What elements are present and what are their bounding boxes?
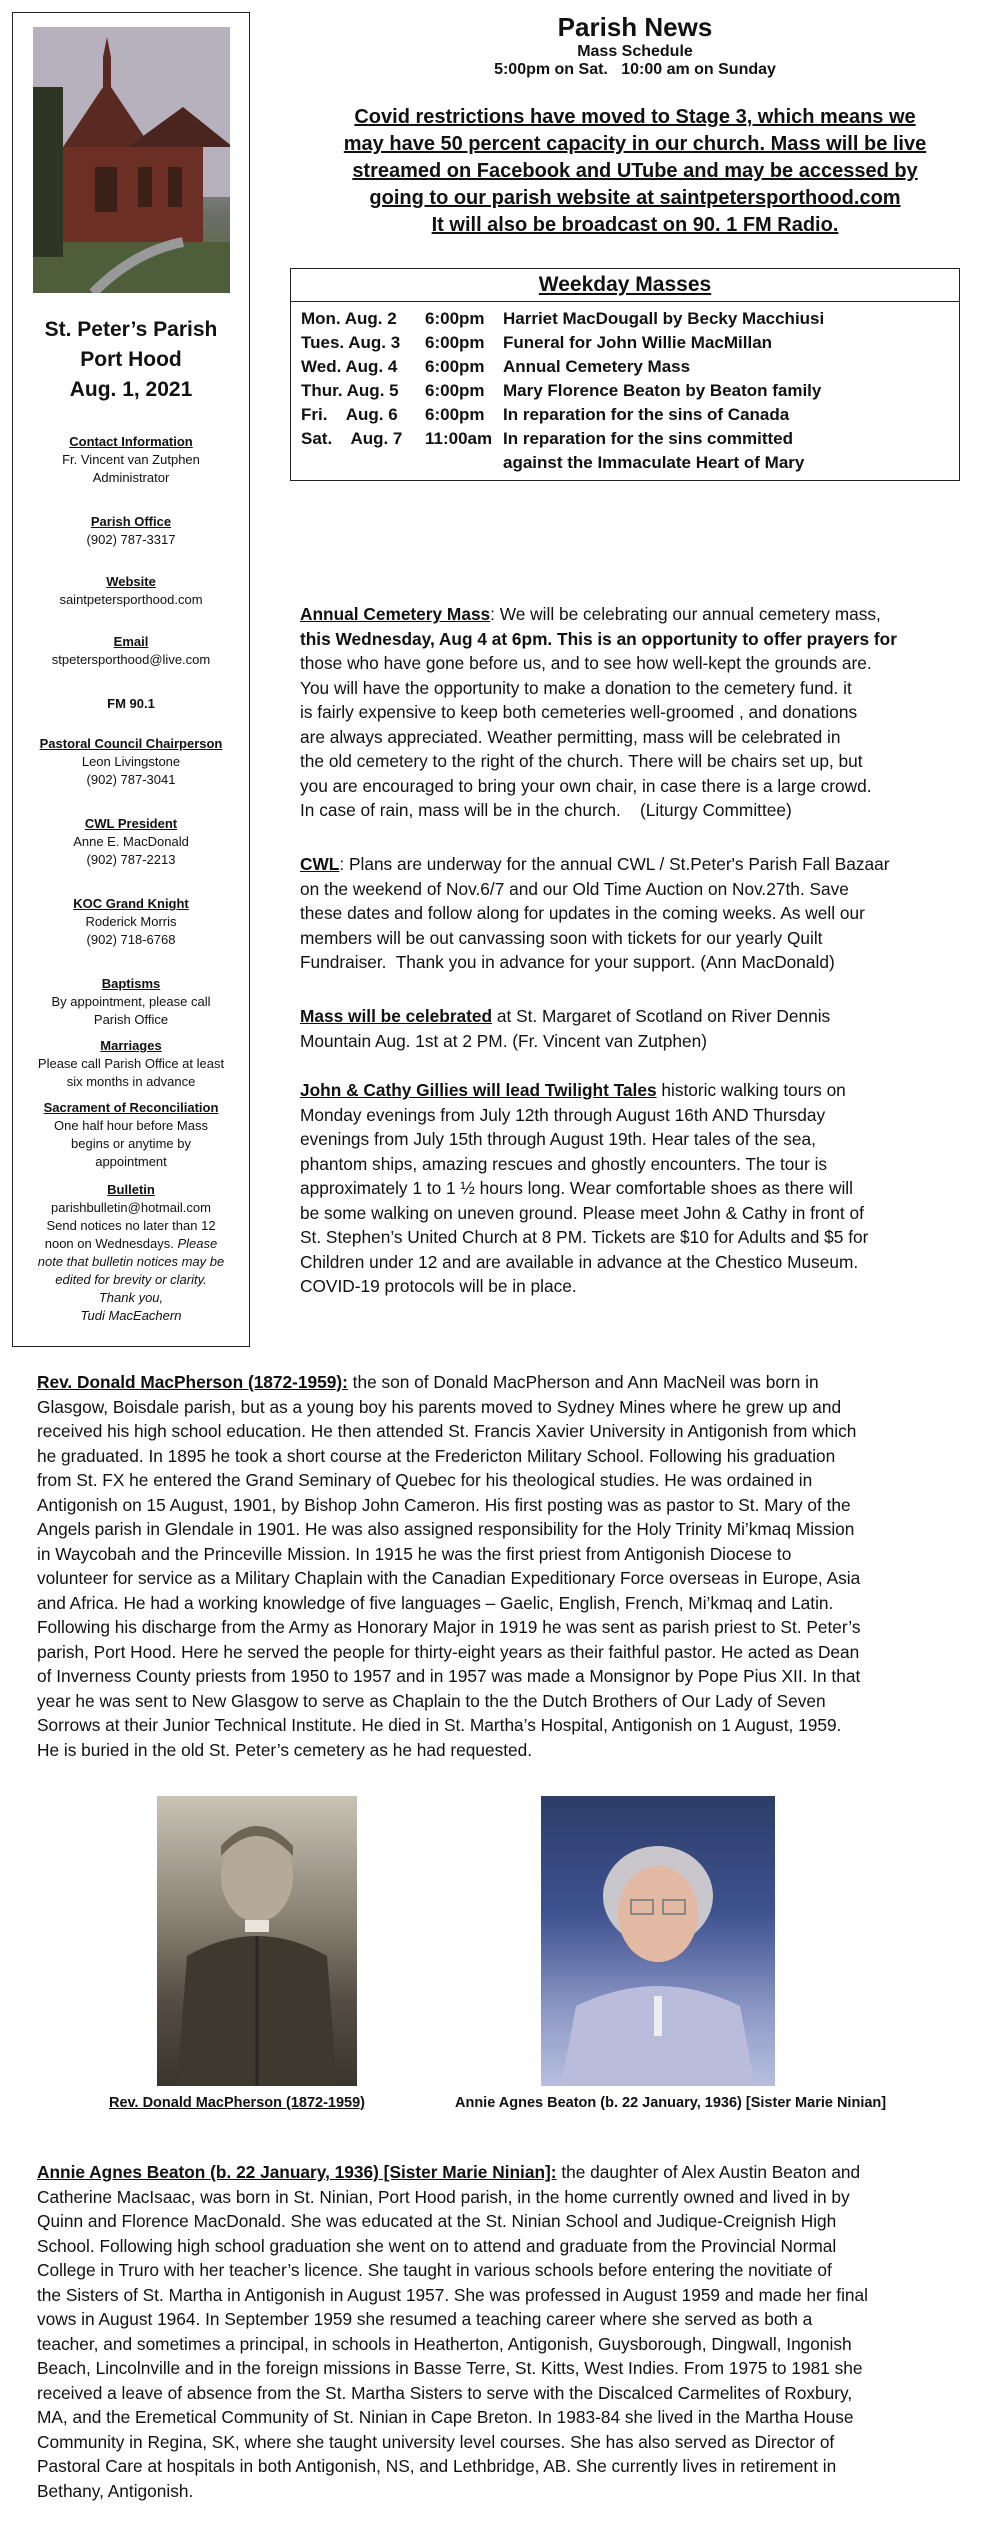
marriages-line: six months in advance — [66, 1074, 196, 1089]
page-header — [290, 12, 980, 79]
beaton-caption: Annie Agnes Beaton (b. 22 January, 1936) [Sister Marie Ninian] — [455, 2095, 887, 2111]
mass-intention: Annual Cemetery Mass — [503, 357, 691, 376]
para-line — [300, 1078, 940, 1103]
contact-name: Fr. Vincent van Zutphen — [62, 452, 200, 467]
mass-schedule-heading: Mass Schedule — [577, 43, 693, 60]
contact-section — [19, 433, 243, 487]
sidebar — [12, 12, 250, 1347]
parish-location: Port Hood — [80, 348, 182, 371]
page-title: Parish News — [557, 12, 713, 42]
parish-title — [13, 315, 249, 405]
reconciliation-line: begins or anytime by — [71, 1136, 191, 1151]
para-text: this Wednesday, Aug 4 at 6pm. This is an opportunity to offer prayers for — [300, 628, 897, 649]
mass-intention: In reparation for the sins of Canada — [503, 405, 790, 424]
cwl-heading: CWL President — [84, 816, 178, 831]
para-line: approximately 1 to 1 ½ hours long. Wear comfortable shoes as there will — [300, 1178, 853, 1198]
marriages-heading: Marriages — [100, 1038, 162, 1053]
cemetery-mass-notice — [300, 602, 940, 823]
website-heading: Website — [106, 574, 156, 589]
bio-line — [37, 1370, 962, 1395]
para-line: Mountain Aug. 1st at 2 PM. (Fr. Vincent van Zutphen) — [300, 1030, 707, 1051]
bio-text: the son of Donald MacPherson and Ann MacNeil was born in — [347, 1372, 819, 1392]
bio-line: MA, and the Eremetical Community of St. Ninian in Cape Breton. In 1983-84 she lived in the Martha House — [37, 2407, 854, 2427]
bio-line: Beach, Lincolnville and in the foreign missions in Basse Terre, St. Kitts, West Indies. From 1975 to 1981 she — [37, 2358, 863, 2378]
reconciliation-section — [19, 1099, 243, 1171]
bio-line: He is buried in the old St. Peter’s cemetery as he had requested. — [37, 1739, 533, 1760]
covid-line: streamed on Facebook and UTube and may be accessed by — [352, 160, 918, 182]
para-line: on the weekend of Nov.6/7 and our Old Time Auction on Nov.27th. Save — [300, 878, 849, 899]
para-line — [300, 852, 940, 877]
bio-line: from St. FX he entered the Grand Seminary of Quebec for his theological studies. He was ordained in — [37, 1470, 813, 1490]
marriages-section — [19, 1037, 243, 1091]
email-section — [19, 633, 243, 669]
contact-heading: Contact Information — [69, 434, 193, 449]
parish-name: St. Peter’s Parish — [44, 318, 218, 341]
twilight-tales-notice — [300, 1078, 940, 1299]
mass-times: 5:00pm on Sat. 10:00 am on Sunday — [494, 61, 776, 78]
bio-line: he graduated. In 1895 he took a short course at the Fredericton Military School. Following his graduation — [37, 1445, 836, 1466]
office-heading: Parish Office — [90, 514, 172, 529]
office-phone: (902) 787-3317 — [86, 532, 176, 547]
bio-line: the Sisters of St. Martha in Antigonish in August 1957. She was professed in August 1959 and made her final — [37, 2284, 868, 2305]
para-line — [300, 602, 940, 627]
koc-section — [19, 895, 243, 949]
bio-line: of Inverness County priests from 1950 to 1957 and in 1957 was made a Monsignor by Pope Pius XII. In that — [37, 1666, 861, 1686]
mass-time: 6:00pm — [425, 357, 485, 376]
para-line: evenings from July 15th through August 19th. Hear tales of the sea, — [300, 1129, 816, 1149]
bio-line — [37, 2160, 962, 2185]
covid-line: going to our parish website at saintpetersporthood.com — [369, 187, 901, 209]
para-line: Monday evenings from July 12th through August 16th AND Thursday — [300, 1104, 826, 1125]
mass-intention: Mary Florence Beaton by Beaton family — [503, 381, 822, 400]
baptisms-heading: Baptisms — [101, 976, 161, 991]
mass-time: 6:00pm — [425, 333, 485, 352]
para-text: historic walking tours on — [656, 1080, 846, 1100]
website-link[interactable]: saintpetersporthood.com — [59, 592, 203, 607]
email-link[interactable]: stpetersporthood@live.com — [51, 652, 211, 667]
cwl-name: Anne E. MacDonald — [73, 834, 189, 849]
bulletin-email[interactable]: parishbulletin@hotmail.com — [51, 1200, 211, 1215]
office-section — [19, 513, 243, 549]
bio-line: Bethany, Antigonish. — [37, 2480, 194, 2501]
mass-day: Sat. Aug. 7 — [301, 429, 403, 448]
bulletin-line — [19, 1235, 243, 1253]
bio-line: College in Truro with her teacher’s licence. She taught in various schools before entering the novitiate of — [37, 2260, 832, 2280]
bulletin-note: edited for brevity or clarity. — [55, 1272, 207, 1287]
weekday-masses-heading: Weekday Masses — [291, 269, 959, 302]
bio-text: the daughter of Alex Austin Beaton and — [556, 2162, 861, 2182]
macpherson-bio-heading: Rev. Donald MacPherson (1872-1959): — [37, 1372, 348, 1392]
bio-line: teacher, and sometimes a principal, in schools in Heatherton, Antigonish, Guysborough, Dingwall, Ingonish — [37, 2333, 852, 2354]
para-line: the old cemetery to the right of the church. There will be chairs set up, but — [300, 751, 863, 771]
beaton-bio — [37, 2160, 962, 2503]
para-line: In case of rain, mass will be in the church. (Liturgy Committee) — [300, 800, 792, 820]
covid-line: may have 50 percent capacity in our church. Mass will be live — [343, 133, 927, 155]
macpherson-bio — [37, 1370, 962, 1762]
river-mass-heading: Mass will be celebrated — [300, 1006, 493, 1026]
para-text: : We will be celebrating our annual cemetery mass, — [490, 604, 881, 624]
bio-line: Catherine MacIsaac, was born in St. Ninian, Port Hood parish, in the home currently owned and lived in by — [37, 2186, 850, 2207]
bulletin-line: Send notices no later than 12 — [46, 1218, 216, 1233]
bio-line: in Waycobah and the Princeville Mission. In 1915 he was the first priest from Antigonish Diocese to — [37, 1543, 792, 1564]
email-heading: Email — [113, 634, 149, 649]
pastoral-council-phone: (902) 787-3041 — [86, 772, 176, 787]
marriages-line: Please call Parish Office at least — [37, 1056, 225, 1071]
para-line: are always appreciated. Weather permitting, mass will be celebrated in — [300, 726, 841, 747]
bulletin-heading: Bulletin — [107, 1182, 155, 1197]
para-line: members will be out canvassing soon with tickets for our yearly Quilt — [300, 927, 823, 948]
bio-line: Sorrows at their Junior Technical Institute. He died in St. Martha’s Hospital, Antigonish on 1 August, 1959. — [37, 1715, 842, 1735]
bio-line: Quinn and Florence MacDonald. She was educated at the St. Ninian School and Judique-Creignish High — [37, 2211, 837, 2231]
bulletin-note: Please — [177, 1236, 218, 1251]
para-line: those who have gone before us, and to see how well-kept the grounds are. — [300, 653, 872, 673]
contact-role: Administrator — [92, 470, 170, 485]
para-line — [300, 627, 940, 652]
mass-intention: against the Immaculate Heart of Mary — [503, 453, 805, 472]
bio-line: received his high school education. He then attended St. Francis Xavier University in Antigonish from which — [37, 1421, 857, 1441]
mass-intention: Funeral for John Willie MacMillan — [503, 333, 773, 352]
koc-name: Roderick Morris — [85, 914, 177, 929]
mass-day: Thur. Aug. 5 — [301, 381, 399, 400]
mass-time: 11:00am — [425, 429, 493, 448]
baptisms-line: Parish Office — [93, 1012, 169, 1027]
cwl-section — [19, 815, 243, 869]
covid-line: Covid restrictions have moved to Stage 3, which means we — [354, 106, 916, 128]
reconciliation-heading: Sacrament of Reconciliation — [43, 1100, 219, 1115]
mass-time: 6:00pm — [425, 405, 485, 424]
cwl-phone: (902) 787-2213 — [86, 852, 176, 867]
bulletin-date: Aug. 1, 2021 — [69, 378, 193, 401]
reconciliation-line: appointment — [95, 1154, 167, 1169]
pastoral-council-name: Leon Livingstone — [81, 754, 181, 769]
bio-line: received a leave of absence from the St. Martha Sisters to serve with the Discalced Carmelites of Roxbury, — [37, 2382, 853, 2403]
beaton-bio-heading: Annie Agnes Beaton (b. 22 January, 1936) [Sister Marie Ninian]: — [37, 2162, 557, 2182]
para-line: be some walking on uneven ground. Please meet John & Cathy in front of — [300, 1202, 864, 1223]
para-line — [300, 1004, 940, 1029]
mass-intention: Harriet MacDougall by Becky Macchiusi — [503, 309, 825, 328]
cwl-notice — [300, 852, 940, 975]
para-line: is fairly expensive to keep both cemeteries well-groomed , and donations — [300, 702, 858, 722]
para-text: : Plans are underway for the annual CWL / St.Peter's Parish Fall Bazaar — [339, 854, 890, 874]
pastoral-council-heading: Pastoral Council Chairperson — [39, 736, 223, 751]
para-line: you are encouraged to bring your own chair, in case there is a large crowd. — [300, 775, 872, 796]
beaton-portrait — [541, 1796, 775, 2086]
para-line: St. Stephen’s United Church at 8 PM. Tickets are $10 for Adults and $5 for — [300, 1227, 869, 1247]
mass-day: Tues. Aug. 3 — [301, 333, 401, 352]
bio-line: Following his discharge from the Army as Honorary Major in 1919 he was sent as parish priest to St. Peter’s — [37, 1617, 861, 1637]
macpherson-caption: Rev. Donald MacPherson (1872-1959) — [109, 2095, 365, 2111]
twilight-tales-heading: John & Cathy Gillies will lead Twilight Tales — [300, 1080, 657, 1100]
baptisms-section — [19, 975, 243, 1029]
church-photo — [33, 27, 230, 293]
para-line: these dates and follow along for updates in the coming weeks. As well our — [300, 903, 865, 923]
radio-frequency: FM 90.1 — [107, 696, 155, 711]
mass-time: 6:00pm — [425, 309, 485, 328]
mass-day: Fri. Aug. 6 — [301, 405, 398, 424]
mass-day: Wed. Aug. 4 — [301, 357, 398, 376]
bio-line: year he was sent to New Glasgow to serve as Chaplain to the the Dutch Brothers of Our Lady of Seven — [37, 1690, 826, 1711]
river-dennis-mass-notice — [300, 1004, 940, 1053]
bio-line: Glasgow, Boisdale parish, but as a young boy his parents moved to Sydney Mines where he grew up and — [37, 1396, 842, 1417]
bio-line: Community in Regina, SK, where she taught university level courses. She has also served as Director of — [37, 2431, 835, 2452]
cemetery-mass-heading: Annual Cemetery Mass — [300, 604, 491, 624]
cwl-notice-heading: CWL — [300, 854, 340, 874]
weekday-masses-box — [290, 268, 960, 481]
bio-line: Antigonish on 15 August, 1901, by Bishop John Cameron. His first posting was as pastor to St. Mary of the — [37, 1494, 851, 1515]
website-section — [19, 573, 243, 609]
bio-line: Angels parish in Glendale in 1901. He was also assigned responsibility for the Holy Trinity Mi’kmaq Mission — [37, 1519, 855, 1539]
bio-line: volunteer for service as a Military Chaplain with the Canadian Expeditionary Force overseas in Europe, Asia — [37, 1568, 861, 1588]
para-line: You will have the opportunity to make a donation to the cemetery fund. it — [300, 677, 852, 698]
para-line: Fundraiser. Thank you in advance for your support. (Ann MacDonald) — [300, 952, 835, 972]
mass-day: Mon. Aug. 2 — [301, 309, 397, 328]
para-text: at St. Margaret of Scotland on River Dennis — [492, 1006, 831, 1026]
koc-phone: (902) 718-6768 — [86, 932, 176, 947]
bio-line: School. Following high school graduation she went on to attend and graduate from the Provincial Normal — [37, 2235, 837, 2256]
baptisms-line: By appointment, please call — [51, 994, 211, 1009]
bulletin-deadline: noon on Wednesdays. — [44, 1236, 174, 1251]
para-line: phantom ships, amazing rescues and ghostly encounters. The tour is — [300, 1153, 828, 1174]
koc-heading: KOC Grand Knight — [73, 896, 189, 911]
macpherson-portrait — [157, 1796, 357, 2086]
para-line: COVID-19 protocols will be in place. — [300, 1276, 577, 1296]
pastoral-council-section — [19, 735, 243, 789]
para-line: Children under 12 and are available in advance at the Chestico Museum. — [300, 1251, 859, 1272]
covid-line: It will also be broadcast on 90. 1 FM Radio. — [431, 214, 839, 236]
bulletin-note: note that bulletin notices may be — [37, 1254, 225, 1269]
covid-notice — [290, 104, 980, 239]
bulletin-editor: Tudi MacEachern — [80, 1308, 182, 1323]
bio-line: Pastoral Care at hospitals in both Antigonish, NS, and Lethbridge, AB. She currently lives in retirement in — [37, 2456, 837, 2476]
bulletin-thanks: Thank you, — [98, 1290, 164, 1305]
bio-line: and Africa. He had a working knowledge of five languages – Gaelic, English, French, Mi’kmaq and Latin. — [37, 1592, 834, 1613]
bio-line: vows in August 1964. In September 1959 she resumed a teaching career where she served as both a — [37, 2309, 813, 2329]
bio-line: parish, Port Hood. Here he served the people for thirty-eight years as their faithful pastor. He acted as Dean — [37, 1641, 860, 1662]
reconciliation-line: One half hour before Mass — [54, 1118, 208, 1133]
mass-time: 6:00pm — [425, 381, 485, 400]
bulletin-section — [19, 1181, 243, 1325]
mass-intention: In reparation for the sins committed — [503, 429, 793, 448]
